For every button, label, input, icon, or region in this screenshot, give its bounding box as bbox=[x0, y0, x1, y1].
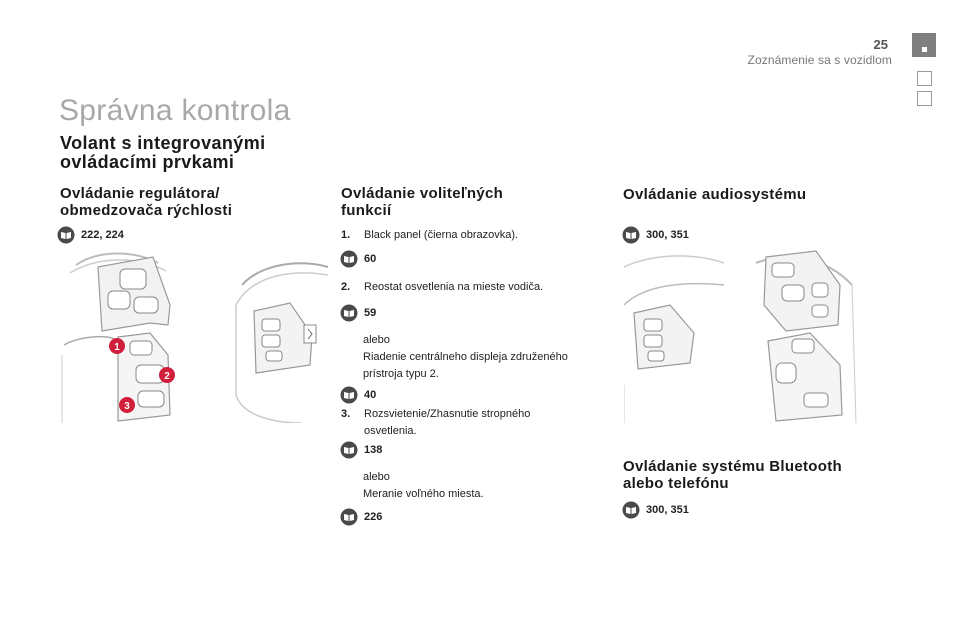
audio-wheel-illustration bbox=[624, 245, 724, 423]
callout-2: 2 bbox=[164, 371, 170, 382]
book-reference-icon bbox=[340, 304, 358, 322]
section-tab bbox=[917, 71, 932, 86]
item-text: Black panel (čierna obrazovka). bbox=[364, 229, 519, 241]
callout-1: 1 bbox=[114, 342, 120, 353]
page-reference[interactable] bbox=[57, 226, 124, 244]
alternative-note bbox=[363, 469, 603, 503]
reference-pages: 138 bbox=[364, 444, 383, 456]
page-number: 25 bbox=[873, 37, 888, 52]
reference-pages: 222, 224 bbox=[81, 229, 124, 241]
reference-pages: 226 bbox=[364, 511, 383, 523]
item-number: 2. bbox=[341, 281, 351, 293]
main-heading-line: Volant s integrovanými bbox=[60, 133, 266, 153]
bluetooth-wheel-illustration bbox=[756, 245, 860, 423]
reference-pages: 40 bbox=[364, 389, 377, 401]
page-reference[interactable] bbox=[340, 386, 376, 404]
note-or: alebo bbox=[363, 334, 390, 346]
reference-pages: 60 bbox=[364, 253, 377, 265]
section-name: Zoznámenie sa s vozidlom bbox=[747, 53, 892, 67]
page-reference[interactable] bbox=[340, 250, 376, 268]
note-text: Meranie voľného miesta. bbox=[363, 488, 484, 500]
reference-pages: 59 bbox=[364, 307, 377, 319]
heading-line: Ovládanie systému Bluetooth bbox=[623, 458, 842, 475]
page-title: Správna kontrola bbox=[59, 94, 291, 127]
heading-line: Ovládanie voliteľných bbox=[341, 185, 504, 202]
cruise-control-heading bbox=[60, 185, 232, 219]
book-reference-icon bbox=[622, 501, 640, 519]
cruise-control-illustration bbox=[58, 245, 178, 423]
bluetooth-controls-heading bbox=[623, 458, 842, 492]
book-reference-icon bbox=[340, 386, 358, 404]
audio-controls-heading: Ovládanie audiosystému bbox=[623, 186, 807, 203]
page-reference[interactable] bbox=[340, 441, 382, 459]
page-reference[interactable] bbox=[340, 304, 376, 322]
book-reference-icon bbox=[340, 441, 358, 459]
reference-pages: 300, 351 bbox=[646, 229, 689, 241]
steering-wheel-illustration bbox=[232, 245, 328, 423]
heading-line: obmedzovača rýchlosti bbox=[60, 202, 233, 219]
note-text: Riadenie centrálneho displeja združeného prístroja typu 2. bbox=[363, 351, 568, 380]
main-heading-line: ovládacími prvkami bbox=[60, 152, 235, 172]
callout-3: 3 bbox=[124, 401, 130, 412]
section-tab-active bbox=[912, 33, 936, 57]
reference-pages: 300, 351 bbox=[646, 504, 689, 516]
heading-line: funkcií bbox=[341, 202, 392, 219]
book-reference-icon bbox=[340, 250, 358, 268]
item-text: Rozsvietenie/Zhasnutie stropného osvetlenia. bbox=[364, 408, 531, 437]
book-reference-icon bbox=[57, 226, 75, 244]
heading-line: Ovládanie regulátora/ bbox=[60, 185, 220, 202]
item-text: Reostat osvetlenia na mieste vodiča. bbox=[364, 281, 544, 293]
item-number: 1. bbox=[341, 229, 351, 241]
page-reference[interactable] bbox=[622, 501, 689, 519]
section-tab bbox=[917, 91, 932, 106]
main-heading bbox=[60, 134, 266, 172]
item-number: 3. bbox=[341, 408, 351, 420]
optional-functions-heading bbox=[341, 185, 503, 219]
page-reference[interactable] bbox=[340, 508, 382, 526]
page-reference[interactable] bbox=[622, 226, 689, 244]
heading-line: alebo telefónu bbox=[623, 475, 729, 492]
note-or: alebo bbox=[363, 471, 390, 483]
book-reference-icon bbox=[340, 508, 358, 526]
book-reference-icon bbox=[622, 226, 640, 244]
alternative-note bbox=[363, 332, 603, 383]
